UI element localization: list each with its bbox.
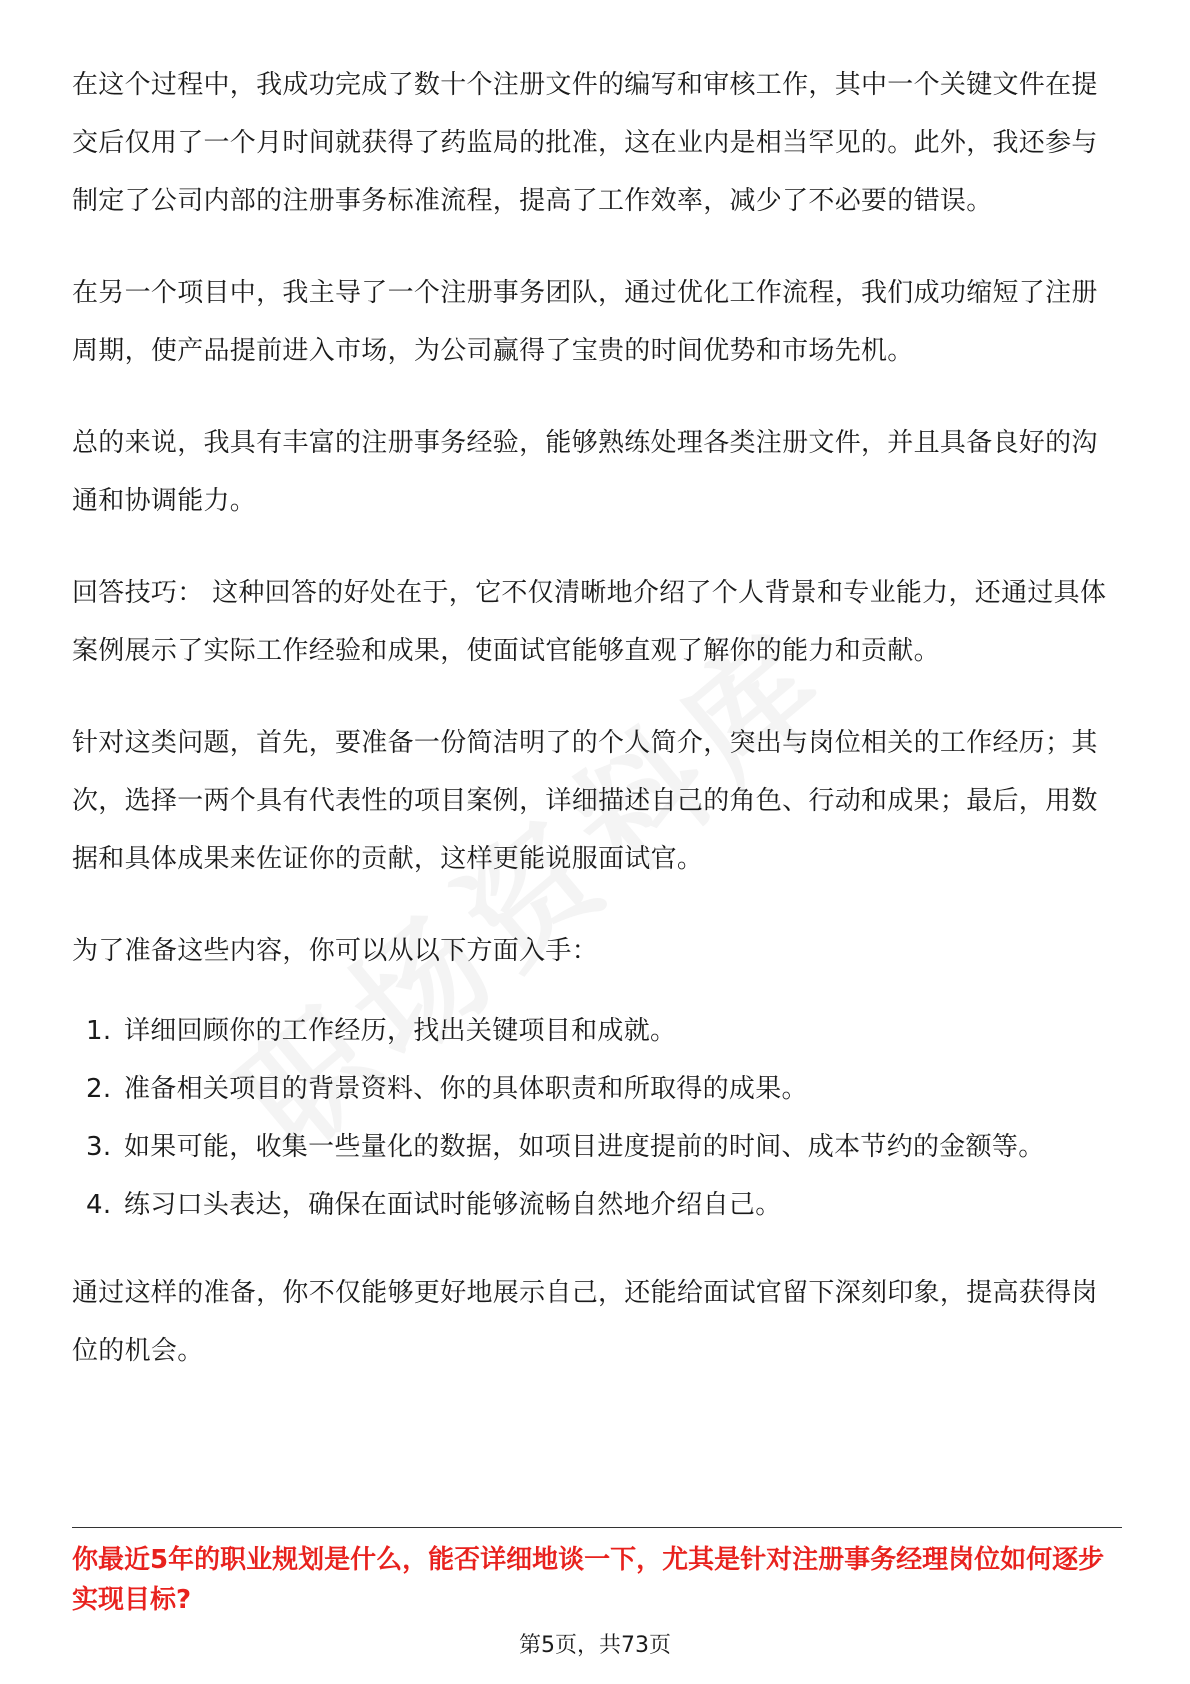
preparation-steps-list	[72, 1002, 1122, 1234]
list-item	[72, 1060, 1122, 1118]
interview-question-heading: 你最近5年的职业规划是什么，能否详细地谈一下，尤其是针对注册事务经理岗位如何逐步实现目标?	[72, 1545, 1105, 1615]
list-number: 1.	[86, 1016, 112, 1046]
closing-paragraph: 通过这样的准备，你不仅能够更好地展示自己，还能给面试官留下深刻印象，提高获得岗位的机会。	[72, 1278, 1098, 1366]
paragraph: 针对这类问题，首先，要准备一份简洁明了的个人简介，突出与岗位相关的工作经历；其次，选择一两个具有代表性的项目案例，详细描述自己的角色、行动和成果；最后，用数据和具体成果来佐证你的贡献，这样更能说服面试官。	[72, 728, 1098, 874]
answer-tips-paragraph: 回答技巧： 这种回答的好处在于，它不仅清晰地介绍了个人背景和专业能力，还通过具体案例展示了实际工作经验和成果，使面试官能够直观了解你的能力和贡献。	[72, 578, 1107, 666]
list-number: 3.	[86, 1132, 112, 1162]
list-item-text: 如果可能，收集一些量化的数据，如项目进度提前的时间、成本节约的金额等。	[124, 1132, 1045, 1162]
paragraph: 在另一个项目中，我主导了一个注册事务团队，通过优化工作流程，我们成功缩短了注册周期，使产品提前进入市场，为公司赢得了宝贵的时间优势和市场先机。	[72, 278, 1098, 366]
list-item-text: 准备相关项目的背景资料、你的具体职责和所取得的成果。	[124, 1074, 808, 1104]
list-number: 2.	[86, 1074, 112, 1104]
paragraph: 总的来说，我具有丰富的注册事务经验，能够熟练处理各类注册文件，并且具备良好的沟通和协调能力。	[72, 428, 1098, 516]
list-item	[72, 1176, 1122, 1234]
section-divider	[72, 1527, 1122, 1528]
paragraph: 在这个过程中，我成功完成了数十个注册文件的编写和审核工作，其中一个关键文件在提交后仅用了一个月时间就获得了药监局的批准，这在业内是相当罕见的。此外，我还参与制定了公司内部的注册事务标准流程，提高了工作效率，减少了不必要的错误。	[72, 70, 1098, 216]
list-number: 4.	[86, 1190, 112, 1220]
paragraph: 为了准备这些内容，你可以从以下方面入手：	[72, 936, 599, 966]
list-item-text: 练习口头表达，确保在面试时能够流畅自然地介绍自己。	[124, 1190, 782, 1220]
document-body	[72, 56, 1122, 1414]
list-item-text: 详细回顾你的工作经历，找出关键项目和成就。	[124, 1016, 677, 1046]
page-number-footer: 第5页，共73页	[519, 1633, 671, 1658]
list-item	[72, 1118, 1122, 1176]
list-item	[72, 1002, 1122, 1060]
